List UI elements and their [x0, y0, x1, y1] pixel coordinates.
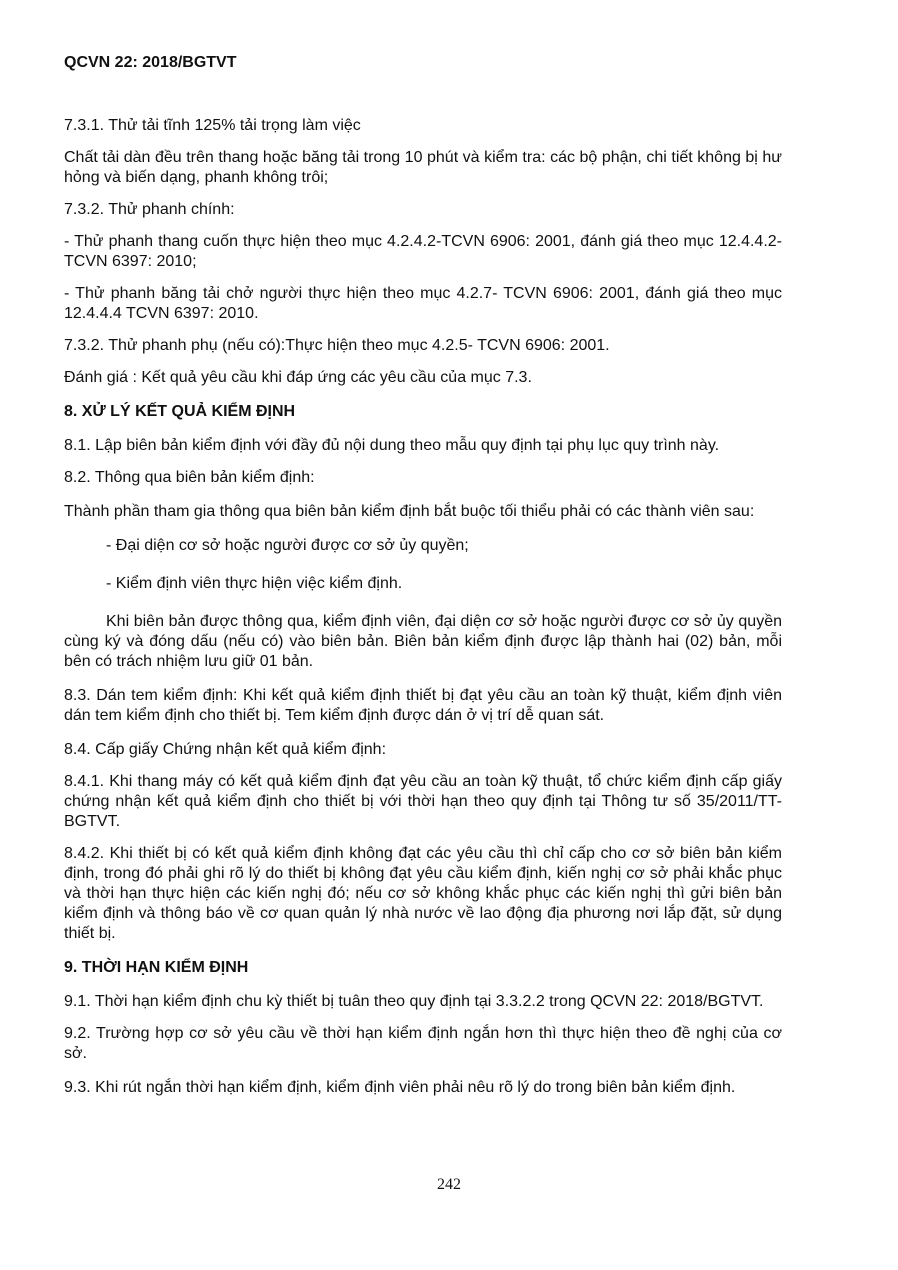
clause-9-3: 9.3. Khi rút ngắn thời hạn kiểm định, kiểm định viên phải nêu rõ lý do trong biên bản kiểm định.: [64, 1079, 736, 1096]
escalator-brake-test: - Thử phanh thang cuốn thực hiện theo mục 4.2.4.2-TCVN 6906: 2001, đánh giá theo mục 12.4.4.2-TCVN 6397: 2010;: [64, 233, 782, 270]
clause-8-2-signing: Khi biên bản được thông qua, kiểm định viên, đại diện cơ sở hoặc người được cơ sở ủy quyền cùng ký và đóng dấu (nếu có) vào biên bản. Biên bản kiểm định được lập thành hai (02) bản, mỗi bên có trách nhiệm lưu giữ 01 bản.: [64, 613, 782, 670]
participant-item-inspector: - Kiểm định viên thực hiện việc kiểm định.: [106, 575, 403, 592]
page-number: 242: [437, 1176, 461, 1193]
clause-7-3-2-title: 7.3.2. Thử phanh chính:: [64, 201, 235, 218]
clause-8-4-2: 8.4.2. Khi thiết bị có kết quả kiểm định không đạt các yêu cầu thì chỉ cấp cho cơ sở biên bản kiểm định, trong đó phải ghi rõ lý do thiết bị không đạt yêu cầu kiểm định, kiến nghị cơ sở phải khắc phục và thời hạn thực hiện các kiến nghị đó; nếu cơ sở không khắc phục các kiến nghị thì gửi biên bản kiểm định và thông báo về cơ quan quản lý nhà nước về lao động địa phương nơi lắp đặt, sử dụng thiết bị.: [64, 845, 782, 942]
auxiliary-brake-test: 7.3.2. Thử phanh phụ (nếu có):Thực hiện theo mục 4.2.5- TCVN 6906: 2001.: [64, 337, 610, 354]
section-9-heading: 9. THỜI HẠN KIỂM ĐỊNH: [64, 959, 249, 976]
clause-9-2: 9.2. Trường hợp cơ sở yêu cầu về thời hạn kiểm định ngắn hơn thì thực hiện theo đề nghị của cơ sở.: [64, 1025, 782, 1062]
clause-9-1: 9.1. Thời hạn kiểm định chu kỳ thiết bị tuân theo quy định tại 3.3.2.2 trong QCVN 22: 2018/BGTVT.: [64, 993, 764, 1010]
participant-item-representative: - Đại diện cơ sở hoặc người được cơ sở ủy quyền;: [106, 537, 469, 554]
clause-8-2-body: Thành phần tham gia thông qua biên bản kiểm định bắt buộc tối thiểu phải có các thành viên sau:: [64, 503, 755, 520]
document-page: [64, 54, 782, 1110]
document-code-header: QCVN 22: 2018/BGTVT: [64, 54, 237, 71]
section-8-heading: 8. XỬ LÝ KẾT QUẢ KIỂM ĐỊNH: [64, 403, 296, 420]
conveyor-brake-test: - Thử phanh băng tải chở người thực hiện theo mục 4.2.7- TCVN 6906: 2001, đánh giá theo mục 12.4.4.4 TCVN 6397: 2010.: [64, 285, 782, 322]
clause-7-3-1-body: Chất tải dàn đều trên thang hoặc băng tải trong 10 phút và kiểm tra: các bộ phận, chi tiết không bị hư hỏng và biến dạng, phanh không trôi;: [64, 149, 782, 186]
clause-8-2-title: 8.2. Thông qua biên bản kiểm định:: [64, 469, 315, 486]
clause-8-4-1: 8.4.1. Khi thang máy có kết quả kiểm định đạt yêu cầu an toàn kỹ thuật, tổ chức kiểm định cấp giấy chứng nhận kết quả kiểm định cho thiết bị với thời hạn theo quy định tại Thông tư số 35/2011/TT-BGTVT.: [64, 773, 782, 830]
clause-8-3: 8.3. Dán tem kiểm định: Khi kết quả kiểm định thiết bị đạt yêu cầu an toàn kỹ thuật, kiểm định viên dán tem kiểm định cho thiết bị. Tem kiểm định được dán ở vị trí dễ quan sát.: [64, 687, 782, 724]
clause-8-1: 8.1. Lập biên bản kiểm định với đầy đủ nội dung theo mẫu quy định tại phụ lục quy trình này.: [64, 437, 720, 454]
clause-7-3-1-title: 7.3.1. Thử tải tĩnh 125% tải trọng làm việc: [64, 117, 361, 134]
clause-8-4-title: 8.4. Cấp giấy Chứng nhận kết quả kiểm định:: [64, 741, 387, 758]
evaluation-note: Đánh giá : Kết quả yêu cầu khi đáp ứng các yêu cầu của mục 7.3.: [64, 369, 532, 386]
